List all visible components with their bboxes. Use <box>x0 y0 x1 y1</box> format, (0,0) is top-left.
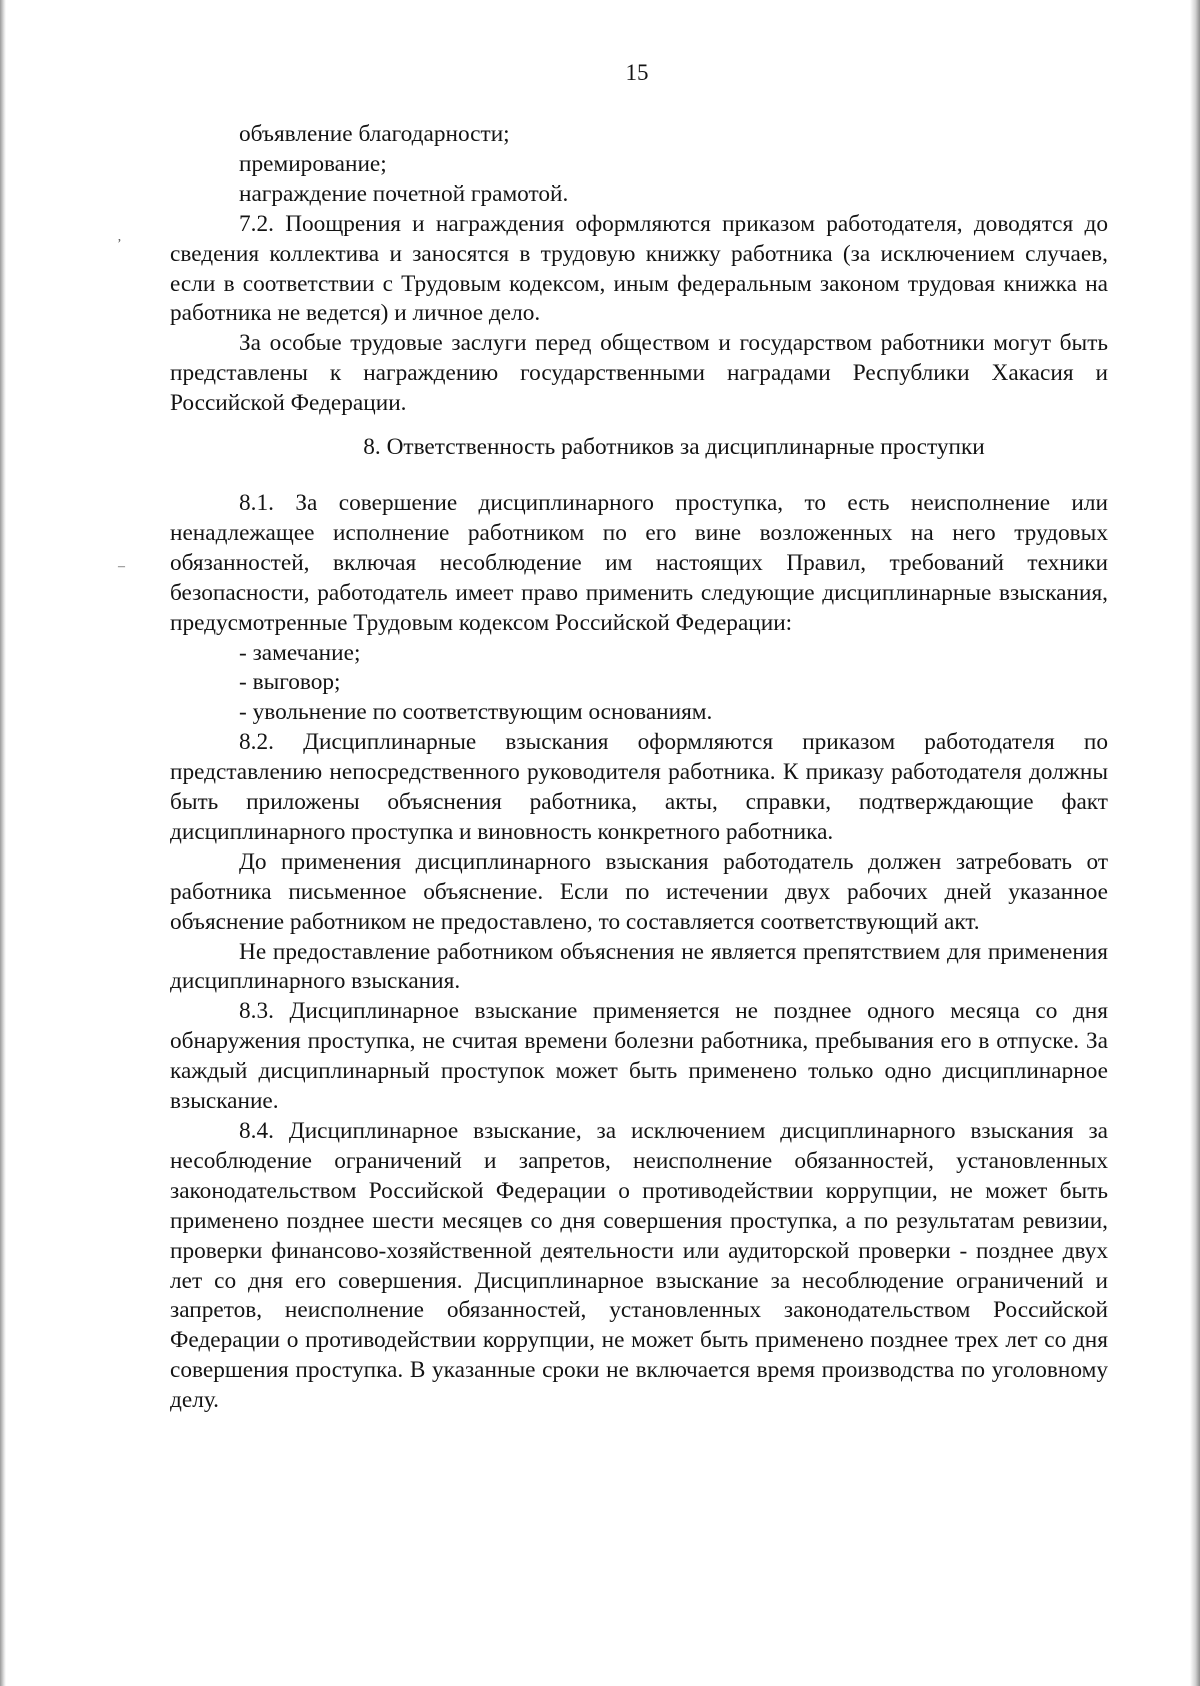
paragraph-7-2-awards: За особые трудовые заслуги перед обществом и государством работники могут быть представлены к награждению государственными наградами Республики Хакасия и Российской Федерации. <box>170 330 1108 417</box>
scan-edge-right <box>1190 0 1200 1686</box>
paragraph-8-2: 8.2. Дисциплинарные взыскания оформляются приказом работодателя по представлению непосредственного руководителя работника. К приказу работодателя должны быть приложены объяснения работника, акты, справки, подтверждающие факт дисциплинарного проступка и виновность конкретного работника. <box>170 729 1108 845</box>
section-8-heading: 8. Ответственность работников за дисциплинарные проступки <box>363 434 985 461</box>
list-item: объявление благодарности; <box>239 121 510 147</box>
paragraph-8-3: 8.3. Дисциплинарное взыскание применяется не позднее одного месяца со дня обнаружения проступка, не считая времени болезни работника, пребывания его в отпуске. За каждый дисциплинарный проступок может быть применено только одно дисциплинарное взыскание. <box>170 998 1108 1115</box>
document-body <box>170 120 1108 1416</box>
paragraph-8-4: 8.4. Дисциплинарное взыскание, за исключением дисциплинарного взыскания за несоблюдение ограничений и запретов, неисполнение обязанностей, установленных законодательством Российской Федерации о противодействии коррупции, не может быть применено позднее шести месяцев со дня совершения проступка, а по результатам ревизии, проверки финансово-хозяйственной деятельности или аудиторской проверки - позднее двух лет со дня его совершения. Дисциплинарное взыскание за несоблюдение ограничений и запретов, неисполнение обязанностей, установленных законодательством Российской Федерации о противодействии коррупции, не может быть применено позднее трех лет со дня совершения проступка. В указанные сроки не включается время производства по уголовному делу. <box>170 1118 1108 1414</box>
scan-edge-left <box>0 0 6 1686</box>
paragraph-8-2-no-explanation: Не предоставление работником объяснения не является препятствием для применения дисциплинарного взыскания. <box>170 938 1108 995</box>
penalty-item: - замечание; <box>239 639 361 666</box>
scan-speck: ’ <box>117 237 122 252</box>
paragraph-8-1: 8.1. За совершение дисциплинарного проступка, то есть неисполнение или ненадлежащее исполнение работником по его вине возложенных на него трудовых обязанностей, включая несоблюдение им настоящих Правил, требований техники безопасности, работодатель имеет право применить следующие дисциплинарные взыскания, предусмотренные Трудовым кодексом Российской Федерации: <box>170 489 1108 636</box>
list-item: премирование; <box>239 150 387 177</box>
scan-speck: – <box>118 559 125 574</box>
page-number: 15 <box>625 60 649 85</box>
list-item: награждение почетной грамотой. <box>239 180 569 207</box>
paragraph-8-2-explanation: До применения дисциплинарного взыскания работодатель должен затребовать от работника письменное объяснение. Если по истечении двух рабочих дней указанное объяснение работником не предоставлено, то составляется соответствующий акт. <box>170 848 1108 935</box>
penalty-item: - увольнение по соответствующим основаниям. <box>239 699 713 726</box>
penalty-item: - выговор; <box>239 669 341 696</box>
paragraph-7-2: 7.2. Поощрения и награждения оформляются приказом работодателя, доводятся до сведения коллектива и заносятся в трудовую книжку работника (за исключением случаев, если в соответствии с Трудовым кодексом, иным федеральным законом трудовая книжка на работника не ведется) и личное дело. <box>170 210 1108 327</box>
